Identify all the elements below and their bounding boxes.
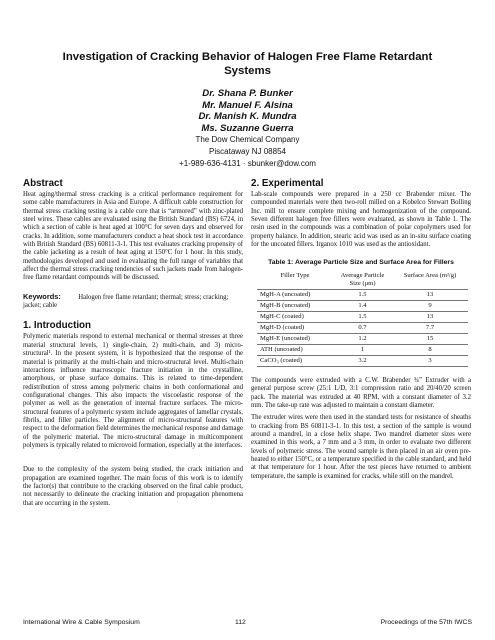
table-cell: 1.5 xyxy=(333,290,392,301)
table-caption: Table 1: Average Particle Size and Surface Area for Fillers xyxy=(268,259,454,267)
table-cell: 1.5 xyxy=(333,312,392,323)
author-name: Dr. Shana P. Bunker xyxy=(202,88,293,99)
table-cell: 1.2 xyxy=(333,334,392,345)
table-cell: MgH-A (uncoated) xyxy=(257,290,333,301)
paper-title: Investigation of Cracking Behavior of Halogen Free Flame Retardant Systems xyxy=(62,51,433,77)
experimental-heading: 2. Experimental xyxy=(251,178,324,189)
table-row xyxy=(257,301,468,312)
table-cell: 7.7 xyxy=(392,323,468,334)
table-cell: 1 xyxy=(333,345,392,356)
page-number: 112 xyxy=(235,619,246,626)
table-row xyxy=(257,356,468,367)
introduction-paragraph: Due to the complexity of the system being studied, the crack initiation and propagation are examined together. The main focus of this work is to identify the factor(s) that contribute to the cracking observed on the final cable product, not necessarily to delineate the cracking initiation and propagation phenomena that are occurring in the system. xyxy=(23,466,243,507)
column-header: Filler Type xyxy=(280,272,310,279)
right-column xyxy=(251,178,471,481)
left-column xyxy=(23,178,243,508)
experimental-paragraph: The compounds were extruded with a C.W. Brabender ¾” Extruder with a general purpose screw (25:1 L/D, 3:1 compression ratio and 20/40/20 screen pack. The material was extruded at 40 RPM, with a constant diameter of 3.2 mm. The take-up rate was adjusted to maintain a constant diameter. xyxy=(251,377,471,410)
table-cell: 0.7 xyxy=(333,323,392,334)
table-row xyxy=(257,312,468,323)
table-cell: MgH-B (uncoated) xyxy=(257,301,333,312)
table-cell: MgH-D (coated) xyxy=(257,323,333,334)
table-cell: 8 xyxy=(392,345,468,356)
table-row xyxy=(257,290,468,301)
keywords-label: Keywords: xyxy=(23,291,61,301)
author-name: Dr. Manish K. Mundra xyxy=(198,111,297,123)
keywords xyxy=(23,293,243,311)
table-row xyxy=(257,334,468,345)
column-header: Average Particle Size (μm) xyxy=(340,272,385,287)
table-cell: ATH (uncoated) xyxy=(257,345,333,356)
author-name: Mr. Manuel F. Alsina xyxy=(202,99,293,111)
keywords-text: Halogen free flame retardant; thermal; stress; cracking; jacket; cable xyxy=(23,293,229,310)
column-header: Surface Area (m²/g) xyxy=(403,272,457,279)
table-cell: 13 xyxy=(392,312,468,323)
table-cell: MgH-E (uncoated) xyxy=(257,334,333,345)
table-cell: 1.4 xyxy=(333,301,392,312)
table-row xyxy=(257,323,468,334)
experimental-paragraph: The extruder wires were then used in the standard tests for resistance of sheaths to cracking from BS 60811-3-1. In this test, a section of the sample is wound around a mandrel, in a close helix shape. Two mandrel diameter sizes were examined in this work, a 7 mm and a 3 mm, in order to evaluate two different levels of polymeric stress. The wound sample is then placed in an air oven pre-heated to either 150°C, or a temperature specified in the cable standard, and held at that temperature for 1 hour. After the test pieces have returned to ambient temperature, the sample is examined for cracks, while still on the mandrel. xyxy=(251,414,471,480)
author-name: Ms. Suzanne Guerra xyxy=(201,122,294,134)
table-cell: MgH-C (coated) xyxy=(257,312,333,323)
affiliation-address: Piscataway NJ 08854 xyxy=(209,146,286,156)
abstract-text: Heat aging/thermal stress cracking is a critical performance requirement for some cable manufacturers in Asia and Europe. A difficult cable construction for thermal stress cracking testing is a cable core that is “armored” with zinc-plated steel wires. These cables are evaluated using the British Standard (BS) 6724, in which a section of cable is heat aged at 100°C for seven days and observed for cracks. In addition, some manufacturers conduct a heat shock test in accordance with British Standard (BS) 60811-3-1. This test evaluates cracking propensity of the cable jacketing as a result of heat aging at 150°C for 1 hour. In this study, methodologies developed and used in evaluating the full range of variables that affect the thermal stress cracking tendencies of such jackets made from halogen-free flame retardant compounds will be discussed. xyxy=(23,191,243,282)
table-cell: 3 xyxy=(392,356,468,367)
affiliation-contact: +1-989-636-4131 · sbunker@dow.com xyxy=(179,158,316,168)
table-cell: 15 xyxy=(392,334,468,345)
author-block xyxy=(60,88,435,169)
affiliation-company: The Dow Chemical Company xyxy=(195,135,300,145)
table-cell: 9 xyxy=(392,301,468,312)
footer-proceedings: Proceedings of the 57th IWCS xyxy=(380,619,472,626)
filler-table xyxy=(257,271,468,367)
introduction-paragraph: Polymeric materials respond to external mechanical or thermal stresses at three material structural levels, 1) single-chain, 2) multi-chain, and 3) micro-structural¹. In the present system, it is hypothesized that the response of the material is primarily at the multi-chain and micro-structural level. Multi-chain interactions influence macroscopic fracture initiation in the crystalline, amorphous, or phase surface domains. This is related to time-dependent redistribution of stress among polymeric chains in both conformational and configurational changes. This also impacts the viscoelastic response of the polymer as well as the generation of internal fracture surfaces. The micro-structural features of a polymeric system include aggregates of lamellar crystals, fibrils, and filler particles. The alignment of micro-structural features with respect to the deformation field determines the mechanical response and damage of the polymeric material. The micro-structural damage in multicomponent polymers is typically related to microvoid formation, especially at the interfaces. xyxy=(23,333,243,449)
abstract-heading: Abstract xyxy=(23,178,63,189)
experimental-paragraph: Lab-scale compounds were prepared in a 250 cc Brabender mixer. The compounded materials were then two-roll milled on a Kobelco Stewart Bolling Inc. mill to ensure complete mixing and homogenization of the compound. Seven different halogen free fillers were evaluated, as shown in Table 1. The resin used in the compounds was a combination of polar copolymers used for property balance. In addition, stearic acid was used as an in-situ surface coating for the uncoated fillers. Irganox 1010 was used as the antioxidant. xyxy=(251,191,471,249)
footer-conference: International Wire & Cable Symposium xyxy=(23,619,140,626)
introduction-heading: 1. Introduction xyxy=(23,320,92,332)
table-cell: 3.2 xyxy=(333,356,392,367)
table-header-row xyxy=(257,271,468,290)
table-row xyxy=(257,345,468,356)
table-cell: 13 xyxy=(392,290,468,301)
table-cell: CaCO₃ (coated) xyxy=(257,356,333,367)
